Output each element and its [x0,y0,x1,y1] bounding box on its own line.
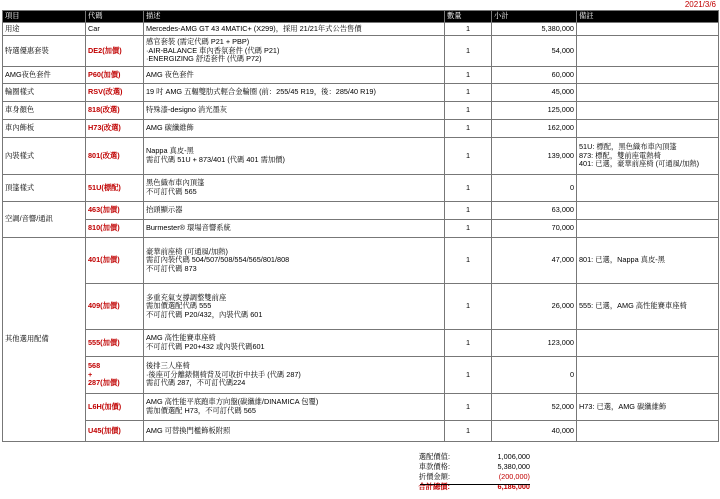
total-value: 5,380,000 [497,462,530,471]
row-code: DE2(加價) [86,36,144,67]
table-header-row [3,11,719,23]
row-price: 123,000 [492,330,577,357]
row-item: 輪圈樣式 [3,84,86,102]
row-item: 車身顏色 [3,102,86,120]
row-description: 後排三人座椅 ·後座可分離錶側椅背及可收折中扶手 (代碼 287) 需訂代碼 287，不可訂代碼224 [144,357,445,394]
row-description: AMG 夜色套件 [144,67,445,84]
row-item: 特選優惠套裝 [3,36,86,67]
row-qty: 1 [445,36,492,67]
row-qty: 1 [445,138,492,175]
table-row [3,394,719,421]
row-qty: 1 [445,394,492,421]
table-row [3,284,719,330]
row-note [577,421,719,442]
row-code: 409(加價) [86,284,144,330]
row-item: 其他選用配備 [3,238,86,442]
row-description: AMG 可替換門檻飾板附照 [144,421,445,442]
row-description: AMG 高性能平底跑車方向盤(碳纖維/DINAMICA 包覆) 需加價選配 H73，不可訂代碼 565 [144,394,445,421]
row-price: 5,380,000 [492,23,577,36]
row-note [577,84,719,102]
row-code: 463(加價) [86,202,144,220]
row-price: 45,000 [492,84,577,102]
row-note [577,357,719,394]
row-code: 555(加價) [86,330,144,357]
row-price: 26,000 [492,284,577,330]
row-note [577,175,719,202]
row-item: 用途 [3,23,86,36]
row-code: 810(加價) [86,220,144,238]
table-row [3,175,719,202]
row-code: Car [86,23,144,36]
total-value: 6,186,000 [497,482,530,491]
header-note: 備註 [577,11,719,23]
header-desc: 描述 [144,11,445,23]
total-row [372,462,542,472]
row-code: H73(改選) [86,120,144,138]
row-note [577,36,719,67]
table-row [3,238,719,284]
row-description: AMG 高性能賽車座椅 不可訂代碼 P20+432 或內裝代碼601 [144,330,445,357]
row-code: 568 + 287(加價) [86,357,144,394]
row-item: 頂篷樣式 [3,175,86,202]
total-label: 選配價值: [418,452,450,461]
row-item: AMG夜色套件 [3,67,86,84]
row-qty: 1 [445,238,492,284]
total-value: (200,000) [498,472,530,481]
row-price: 40,000 [492,421,577,442]
total-label: 折價金額: [418,472,450,481]
row-price: 47,000 [492,238,577,284]
row-description: Mercedes-AMG GT 43 4MATIC+ (X299)，採用 21/21年式公告售價 [144,23,445,36]
row-price: 0 [492,357,577,394]
quote-date: 2021/3/6 [684,0,716,9]
row-note: 51U: 標配，黑色織布車內頂篷 873: 標配，雙前座電熱椅 401: 已選，豪華前座椅 (可通風/加熱) [577,138,719,175]
table-row [3,120,719,138]
row-code: U45(加價) [86,421,144,442]
row-item: 空調/音響/通訊 [3,202,86,238]
row-qty: 1 [445,175,492,202]
row-description: 豪華前座椅 (可通風/加熱) 需訂內裝代碼 504/507/508/554/565/801/808 不可訂代碼 873 [144,238,445,284]
row-qty: 1 [445,67,492,84]
row-qty: 1 [445,23,492,36]
row-qty: 1 [445,120,492,138]
row-code: 401(加價) [86,238,144,284]
row-qty: 1 [445,330,492,357]
row-note [577,120,719,138]
total-label: 合計總價: [418,482,450,491]
row-note [577,330,719,357]
table-row [3,330,719,357]
row-note [577,202,719,220]
row-description: Burmester® 環場音響系統 [144,220,445,238]
row-qty: 1 [445,220,492,238]
row-qty: 1 [445,421,492,442]
row-description: 19 吋 AMG 五輻雙肋式輕合金輪圈 (前：255/45 R19，後：285/40 R19) [144,84,445,102]
row-description: 特殊漆-designo 消光墨灰 [144,102,445,120]
row-code: L6H(加價) [86,394,144,421]
row-price: 0 [492,175,577,202]
header-price: 小計 [492,11,577,23]
table-row [3,84,719,102]
row-code: 801(改選) [86,138,144,175]
row-code: 818(改選) [86,102,144,120]
table-row [3,357,719,394]
row-price: 63,000 [492,202,577,220]
row-description: 多重充氣支撐調整雙前座 需加價選配代碼 555 不可訂代碼 P20/432，內裝代碼 601 [144,284,445,330]
row-item: 內裝樣式 [3,138,86,175]
table-row [3,220,719,238]
grand-total-rule [420,484,530,485]
row-item: 車內飾板 [3,120,86,138]
total-value: 1,006,000 [497,452,530,461]
row-price: 70,000 [492,220,577,238]
row-note [577,102,719,120]
row-code: 51U(標配) [86,175,144,202]
row-code: RSV(改選) [86,84,144,102]
options-table [2,10,719,442]
row-description: 感官套裝 (需定代碼 P21 + PBP) ·AIR-BALANCE 車內香氛套件 (代碼 P21) ·ENERGIZING 舒适套件 (代碼 P72) [144,36,445,67]
row-description: Nappa 真皮-黑 需訂代碼 51U + 873/401 (代碼 401 需加價) [144,138,445,175]
row-qty: 1 [445,284,492,330]
row-note: H73: 已選，AMG 碳纖維飾 [577,394,719,421]
total-row [372,472,542,482]
row-note [577,220,719,238]
totals-block [372,452,542,492]
row-description: 黑色織布車內頂篷 不可訂代碼 565 [144,175,445,202]
row-price: 125,000 [492,102,577,120]
row-price: 162,000 [492,120,577,138]
row-qty: 1 [445,202,492,220]
table-row [3,202,719,220]
table-row [3,23,719,36]
row-note [577,23,719,36]
row-price: 60,000 [492,67,577,84]
table-row [3,67,719,84]
row-price: 139,000 [492,138,577,175]
row-code: P60(加價) [86,67,144,84]
table-row [3,421,719,442]
row-note [577,67,719,84]
table-row [3,138,719,175]
table-row [3,102,719,120]
total-row [372,452,542,462]
row-qty: 1 [445,357,492,394]
row-note: 555: 已選，AMG 高性能賽車座椅 [577,284,719,330]
row-description: AMG 碳纖維飾 [144,120,445,138]
table-row [3,36,719,67]
row-note: 801: 已選，Nappa 真皮-黑 [577,238,719,284]
row-description: 抬頭顯示器 [144,202,445,220]
total-label: 車款價格: [418,462,450,471]
row-qty: 1 [445,84,492,102]
row-qty: 1 [445,102,492,120]
header-qty: 數量 [445,11,492,23]
row-price: 52,000 [492,394,577,421]
header-code: 代碼 [86,11,144,23]
header-item: 項目 [3,11,86,23]
row-price: 54,000 [492,36,577,67]
